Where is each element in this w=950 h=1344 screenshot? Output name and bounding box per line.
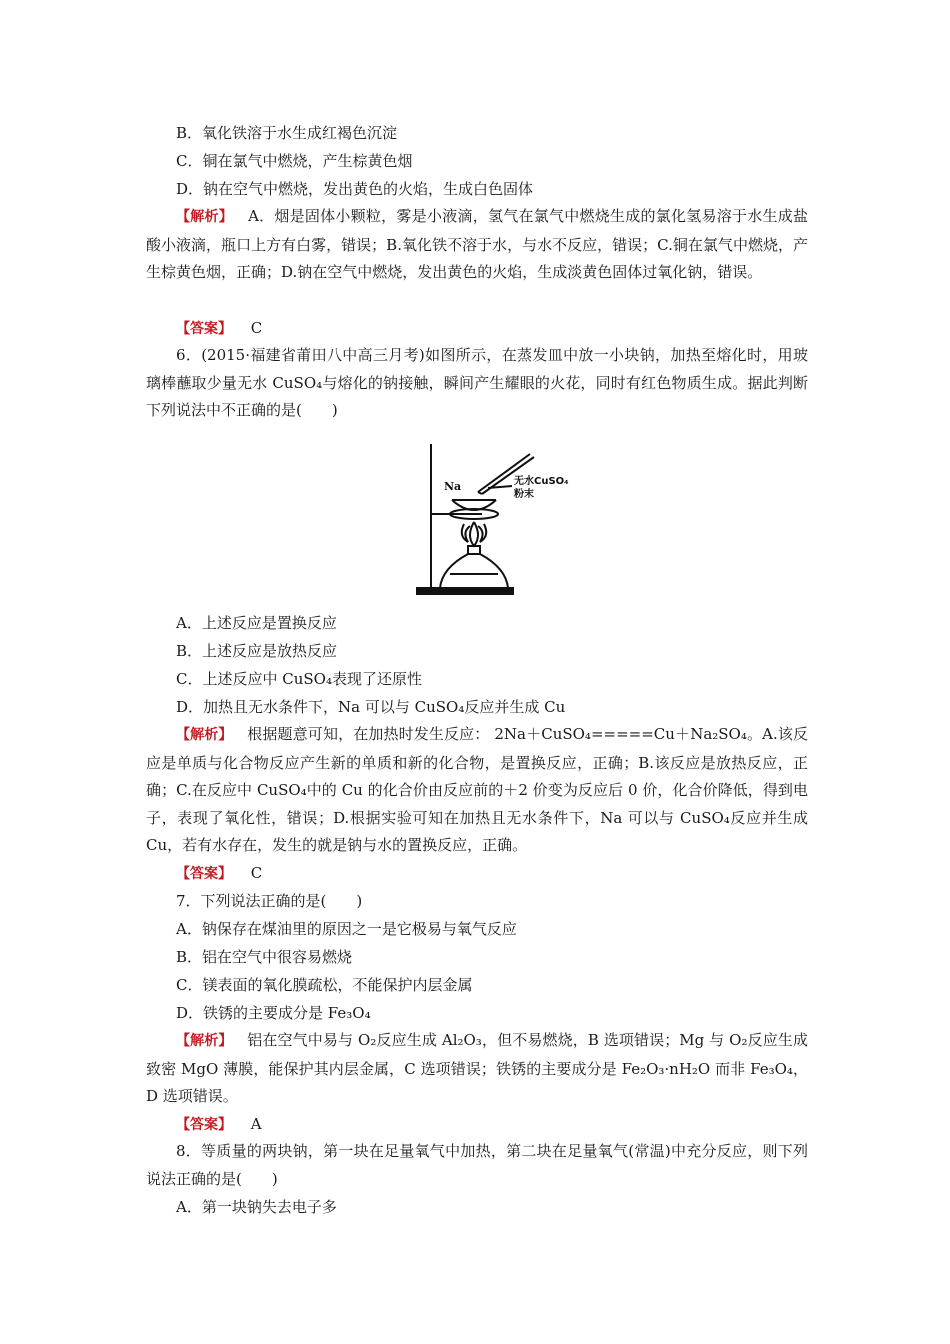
q6-answer-tag: 【答案】 [176,866,232,882]
q6-option-d: D．加热且无水条件下，Na 可以与 CuSO₄反应并生成 Cu [176,698,566,716]
figure-label-reagent: 无水CuSO₄ [514,476,569,487]
q5-answer [146,318,262,339]
q6-answer [146,863,262,884]
q7-option-a: A．钠保存在煤油里的原因之一是它极易与氧气反应 [176,920,517,938]
figure-label-powder: 粉末 [514,489,534,500]
q7-option-b: B．铝在空气中很容易燃烧 [176,948,353,966]
q6-analysis-tag: 【解析】 [176,727,233,743]
q5-option-b: B．氧化铁溶于水生成红褐色沉淀 [176,124,398,142]
q7-answer-value: A [250,1115,262,1133]
q5-answer-tag: 【答案】 [176,321,232,337]
q6-apparatus-figure [412,438,584,600]
q7-option-d: D．铁锈的主要成分是 Fe₃O₄ [176,1004,371,1022]
q7-option-c: C．镁表面的氧化膜疏松，不能保护内层金属 [176,976,473,994]
q6-stem: 6．(2015·福建省莆田八中高三月考)如图所示，在蒸发皿中放一小块钠，加热至熔化时，用玻璃棒蘸取少量无水 CuSO₄与熔化的钠接触，瞬间产生耀眼的火花，同时有红色物质生成。据此判断下列说法中不正确的是( ) [146,346,808,420]
q5-option-d: D．钠在空气中燃烧，发出黄色的火焰，生成白色固体 [176,180,534,198]
figure-label-na: Na [444,480,462,493]
q6-option-c: C．上述反应中 CuSO₄表现了还原性 [176,670,422,688]
q6-answer-value: C [250,864,263,882]
q6-option-b: B．上述反应是放热反应 [176,642,338,660]
q5-option-c: C．铜在氯气中燃烧，产生棕黄色烟 [176,152,413,170]
q5-analysis [146,203,808,287]
q6-analysis-text: 根据题意可知，在加热时发生反应： 2Na＋CuSO₄=====Cu＋Na₂SO₄。A.该反应是单质与化合物反应产生新的单质和新的化合物，是置换反应，正确；B.该反应是放热反应，正确；C.在反应中 CuSO₄中的 Cu 的化合价由反应前的＋2 价变为反应后 0 价，化合价降低，得到电子，表现了氧化性，错误；D.根据实验可知在加热且无水条件下，Na 可以与 CuSO₄反应并生成 Cu，若有水存在，发生的就是钠与水的置换反应，正确。 [146,725,809,855]
q7-analysis-text: 铝在空气中易与 O₂反应生成 Al₂O₃，但不易燃烧，B 选项错误；Mg 与 O₂反应生成致密 MgO 薄膜，能保护其内层金属，C 选项错误；铁锈的主要成分是 Fe₂O₃·nH₂O 而非 Fe₃O₄，D 选项错误。 [146,1031,809,1106]
q5-analysis-text: A．烟是固体小颗粒，雾是小液滴，氢气在氯气中燃烧生成的氯化氢易溶于水生成盐酸小液滴，瓶口上方有白雾，错误；B.氧化铁不溶于水，与水不反应，错误；C.铜在氯气中燃烧，产生棕黄色烟，正确；D.钠在空气中燃烧，发出黄色的火焰，生成淡黄色固体过氧化钠，错误。 [146,207,808,282]
q5-analysis-tag: 【解析】 [176,209,234,225]
q8-option-a: A．第一块钠失去电子多 [176,1198,337,1216]
q5-answer-value: C [250,319,263,337]
q6-option-a: A．上述反应是置换反应 [176,614,337,632]
q6-analysis [146,721,808,860]
apparatus-drawing [412,438,584,600]
q7-analysis-tag: 【解析】 [176,1033,233,1049]
q7-analysis [146,1027,808,1111]
q7-answer-tag: 【答案】 [176,1117,232,1133]
q7-stem: 7．下列说法正确的是( ) [176,892,363,910]
q7-answer [146,1114,262,1135]
q8-stem: 8．等质量的两块钠，第一块在足量氧气中加热，第二块在足量氧气(常温)中充分反应，则下列说法正确的是( ) [146,1142,808,1188]
